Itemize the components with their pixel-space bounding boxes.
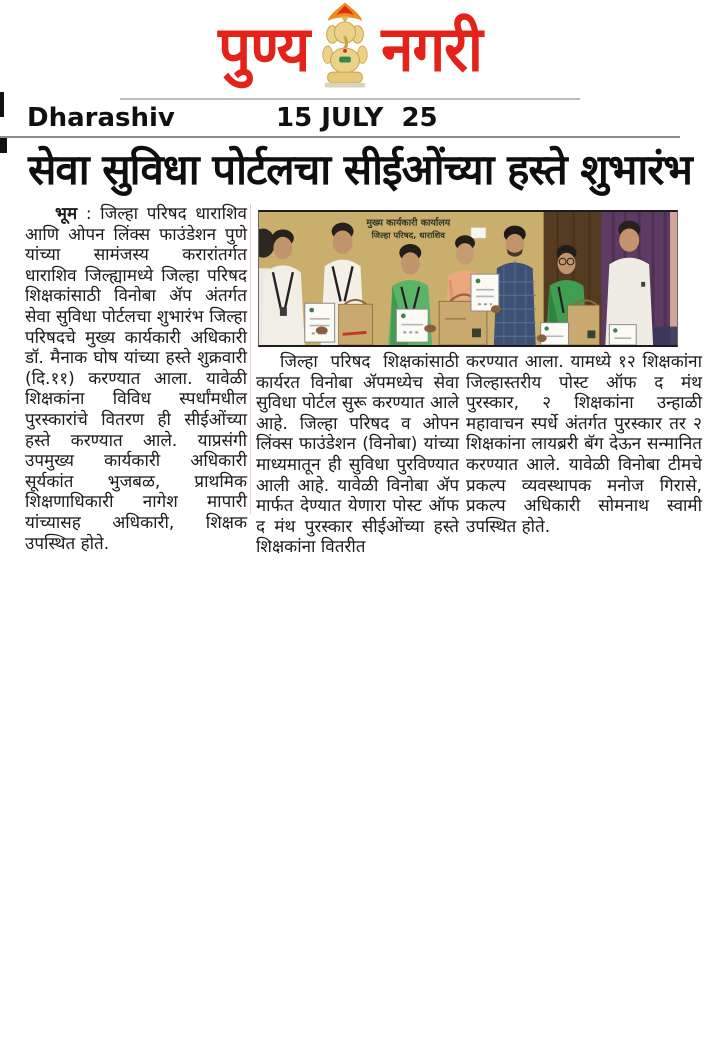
column-separator xyxy=(250,204,251,514)
photo-illustration xyxy=(259,212,677,345)
photo-certificate xyxy=(541,323,569,345)
photo-wall-tag xyxy=(471,228,486,239)
article-column-1-text: : जिल्हा परिषद धाराशिव आणि ओपन लिंक्स फाउंडेशन पुणे यांच्या सामंजस्य करारांतर्गत धाराशिव जिल्ह्यामध्ये जिल्हा परिषद शिक्षकांसाठी विनोबा ॲप अंतर्गत सेवा सुविधा पोर्टलचा शुभारंभ जिल्हा परिषदचे मुख्य कार्यकारी अधिकारी डॉ. मैनाक घोष यांच्या हस्ते शुक्रवारी (दि.११) करण्यात आला. यावेळी शिक्षकांना विविध स्पर्धांमधील पुरस्कारांचे वितरण ही सीईओंच्या हस्ते करण्यात आले. याप्रसंगी उपमुख्य कार्यकारी अधिकारी सूर्यकांत भुजबळ, प्राथमिक शिक्षणाधिकारी नागेश मापारी यांच्यासह अधिकारी, शिक्षक उपस्थित होते. xyxy=(25,204,247,554)
photo-certificate xyxy=(396,309,428,342)
dateline-row xyxy=(0,101,720,135)
scan-artifact xyxy=(0,138,7,153)
article-lead-place: भूम xyxy=(55,204,78,224)
masthead xyxy=(120,0,580,100)
masthead-title-left: पुण्य xyxy=(218,12,310,86)
dateline-date: 15 JULY 25 xyxy=(276,103,438,133)
article-column-3: करण्यात आला. यामध्ये १२ शिक्षकांना जिल्हास्तरीय पोस्ट ऑफ द मंथ पुरस्कार, २ शिक्षकांना उन्हाळी महावाचन स्पर्धे अंतर्गत पुरस्कार तर २ शिक्षकांना लायब्ररी बॅग देऊन सन्मानित करण्यात आले. यावेळी विनोबा टीमचे प्रकल्प व्यवस्थापक मनोज गिरासे, प्रकल्प अधिकारी सोमनाथ स्वामी उपस्थित होते. xyxy=(466,352,702,537)
photo-paper-bag xyxy=(339,300,373,345)
ganesha-idol-icon xyxy=(317,2,373,92)
dateline-location: Dharashiv xyxy=(27,103,175,133)
article-photo xyxy=(258,210,678,347)
masthead-title-right: नगरी xyxy=(381,12,482,86)
scan-artifact xyxy=(0,92,4,117)
article-column-1 xyxy=(25,204,247,554)
article-headline: सेवा सुविधा पोर्टलचा सीईओंच्या हस्ते शुभारंभ xyxy=(28,145,692,194)
photo-banner-line1: मुख्य कार्यकारी कार्यालय xyxy=(366,217,451,229)
photo-banner-line2: जिल्हा परिषद, धाराशिव xyxy=(371,230,445,241)
photo-certificate xyxy=(609,325,636,345)
horizontal-rule xyxy=(0,136,680,138)
article-column-2: जिल्हा परिषद शिक्षकांसाठी कार्यरत विनोबा ॲपमध्येच सेवा सुविधा पोर्टल सुरू करण्यात आले आहे. जिल्हा परिषद व ओपन लिंक्स फाउंडेशन (विनोबा) यांच्या माध्यमातून ही सुविधा पुरविण्यात आली आहे. यावेळी विनोबा ॲप मार्फत देण्यात येणारा पोस्ट ऑफ द मंथ पुरस्कार सीईओंच्या हस्ते शिक्षकांना वितरीत xyxy=(256,352,459,558)
photo-paper-bag xyxy=(568,300,600,345)
photo-certificate xyxy=(305,303,335,342)
